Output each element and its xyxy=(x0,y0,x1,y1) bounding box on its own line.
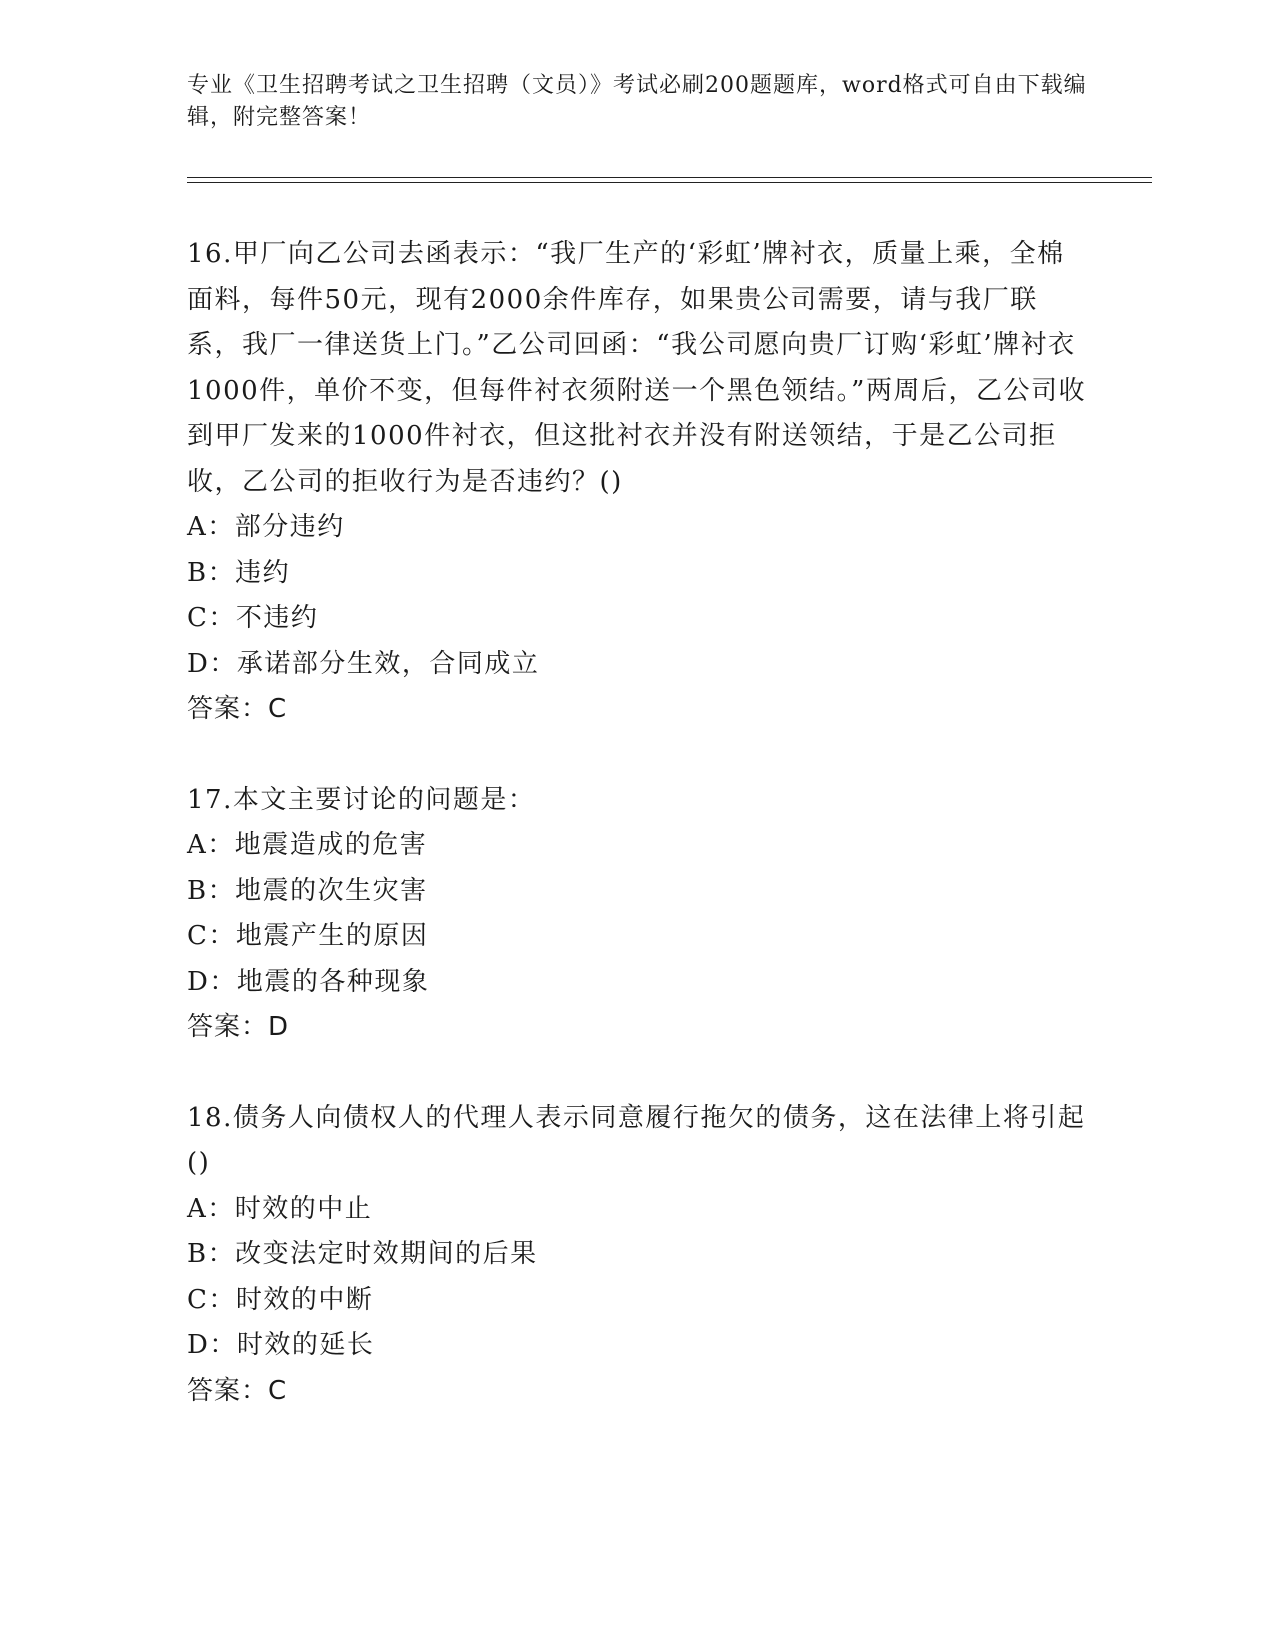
option-a: A：时效的中止 xyxy=(187,1193,373,1224)
question-number: 17. xyxy=(187,784,233,815)
answer: 答案：C xyxy=(187,694,288,724)
question-stem xyxy=(187,1096,1087,1187)
header-divider-top xyxy=(187,177,1152,178)
question-stem xyxy=(187,778,1087,824)
question-text: 本文主要讨论的问题是： xyxy=(232,784,536,815)
question-18 xyxy=(187,1096,1087,1415)
option-c: C：不违约 xyxy=(187,603,319,633)
option-c: C：地震产生的原因 xyxy=(187,921,429,951)
question-list xyxy=(187,232,1087,1459)
option-b: B：违约 xyxy=(187,557,291,588)
option-d: D：地震的各种现象 xyxy=(187,966,430,997)
question-text: 甲厂向乙公司去函表示：“我厂生产的‘彩虹’牌衬衣，质量上乘，全棉面料，每件50元，现有2000余件库存，如果贵公司需要，请与我厂联系，我厂一律送货上门。”乙公司回函：“我公司愿向贵厂订购‘彩虹’牌衬衣1000件，单价不变，但每件衬衣须附送一个黑色领结。”两周后，乙公司收到甲厂发来的1000件衬衣，但这批衬衣并没有附送领结，于是乙公司拒收，乙公司的拒收行为是否违约？() xyxy=(187,239,1086,497)
question-16 xyxy=(187,232,1087,733)
header-divider-bottom xyxy=(187,182,1152,183)
option-a: A：部分违约 xyxy=(187,512,345,542)
option-a: A：地震造成的危害 xyxy=(187,830,428,860)
question-number: 16. xyxy=(187,239,233,269)
answer: 答案：C xyxy=(187,1375,288,1406)
option-c: C：时效的中断 xyxy=(187,1284,374,1315)
option-b: B：改变法定时效期间的后果 xyxy=(187,1239,538,1269)
option-d: D：时效的延长 xyxy=(187,1330,375,1360)
question-number: 18. xyxy=(187,1102,233,1133)
option-d: D：承诺部分生效，合同成立 xyxy=(187,648,540,679)
question-text: 债务人向债权人的代理人表示同意履行拖欠的债务，这在法律上将引起() xyxy=(187,1102,1086,1178)
question-17 xyxy=(187,778,1087,1051)
header-text: 专业《卫生招聘考试之卫生招聘（文员）》考试必刷200题题库，word格式可自由下载编辑，附完整答案！ xyxy=(187,73,1087,130)
answer: 答案：D xyxy=(187,1012,290,1042)
option-b: B：地震的次生灾害 xyxy=(187,875,428,906)
question-stem xyxy=(187,232,1087,505)
document-header xyxy=(187,70,1087,134)
